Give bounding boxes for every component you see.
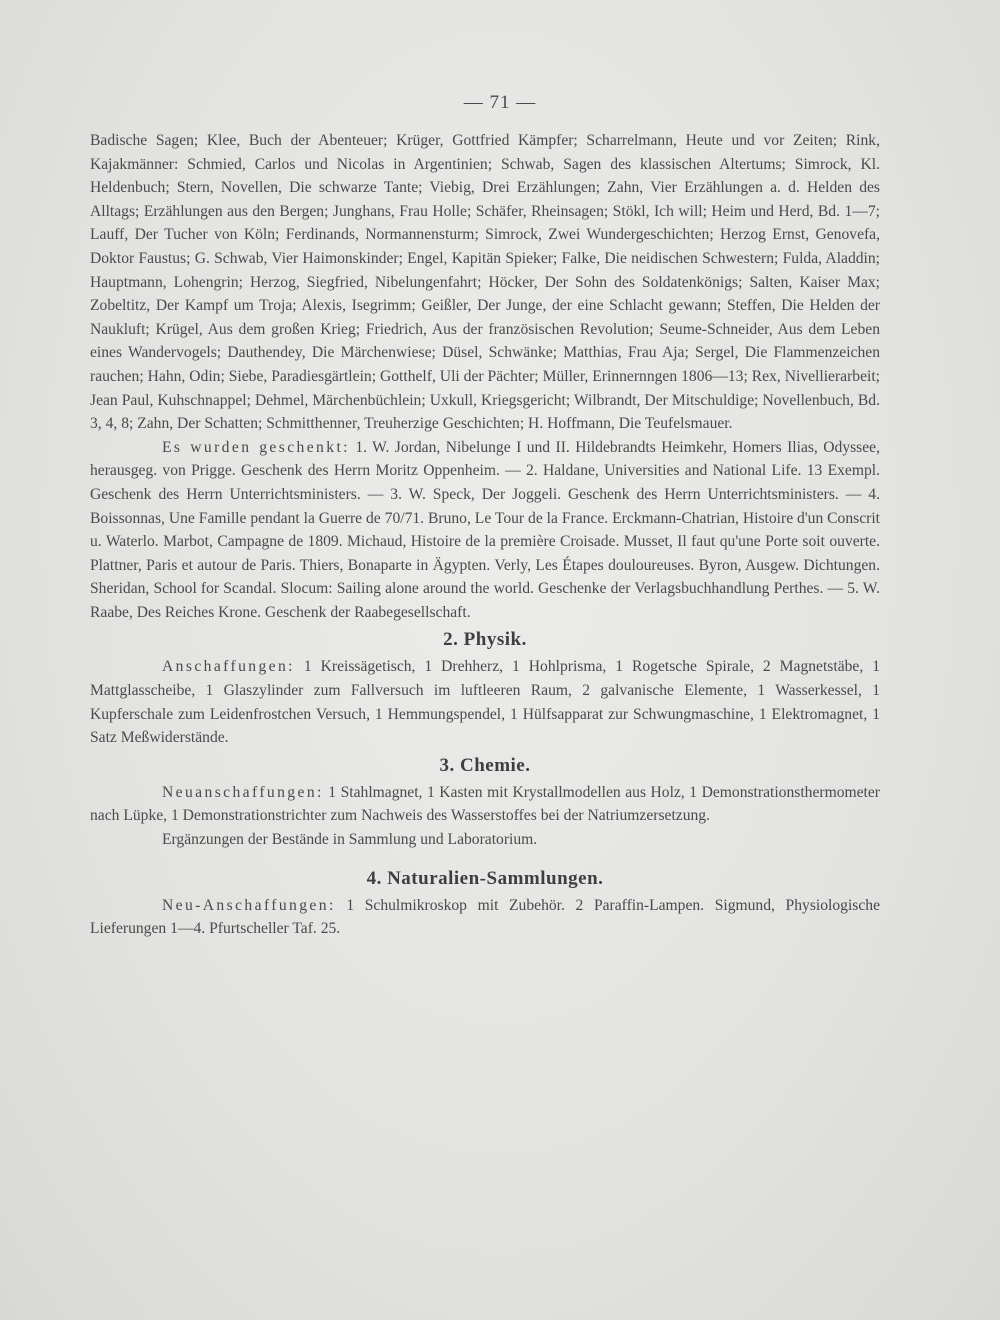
section-heading-physik: 2. Physik. — [443, 629, 527, 651]
naturalien-text: 1 Schulmikroskop mit Zubehör. 2 Paraffin-Lampen. Sigmund, Physiologische Lieferungen 1—4. Pfurtscheller Taf. 25. — [90, 896, 880, 938]
physik-label: Anschaffungen: — [162, 658, 295, 676]
gifts-label: Es wurden geschenkt: — [162, 438, 350, 456]
page-number: — 71 — — [463, 92, 537, 113]
book-list-paragraph: Badische Sagen; Klee, Buch der Abenteuer; Krüger, Gottfried Kämpfer; Scharrelmann, Heute und vor Zeiten; Rink, Kajakmänner: Schmied, Carlos und Nicolas in Argentinien; Schwab, Sagen des klassischen Altertums; Simrock, Kl. Heldenbuch; Stern, Novellen, Die schwarze Tante; Viebig, Drei Erzählungen; Zahn, Vier Erzählungen a. d. Helden des Alltags; Erzählungen aus den Bergen; Junghans, Frau Holle; Schäfer, Rheinsagen; Stökl, Ich will; Heim und Herd, Bd. 1—7; Lauff, Der Tucher von Köln; Ferdinands, Normannensturm; Simrock, Zwei Wundergeschichten; Herzog Ernst, Genovefa, Doktor Faustus; G. Schwab, Vier Haimonskinder; Engel, Kapitän Spieker; Falke, Die neidischen Schwestern; Fulda, Aladdin; Hauptmann, Lohengrin; Herzog, Siegfried, Nibelungenfahrt; Höcker, Der Sohn des Soldatenkönigs; Salten, Kaiser Max; Zobeltitz, Der Kampf um Troja; Alexis, Isegrimm; Geißler, Der Junge, der eine Schlacht gewann; Steffen, Die Helden der Naukluft; Krügel, Aus dem großen Krieg; Friedrich, Aus der französischen Revolution; Seume-Schneider, Aus dem Leben eines Wandervogels; Dauthendey, Die Märchenwiese; Düsel, Schwänke; Matthias, Frau Aja; Sergel, Die Flammenzeichen rauchen; Hahn, Odin; Siebe, Paradiesgärtlein; Gotthelf, Uli der Pächter; Müller, Erinnernngen 1806—13; Rex, Nivellierarbeit; Jean Paul, Kuhschnappel; Dehmel, Märchenbüchlein; Uxkull, Kriegsgericht; Wilbrandt, Der Mitschuldige; Novellenbuch, Bd. 3, 4, 8; Zahn, Der Schatten; Schmitthenner, Treuherzige Geschichten; H. Hoffmann, Die Teufelsmauer. — [90, 132, 880, 433]
section-heading-chemie: 3. Chemie. — [439, 754, 531, 776]
gifts-text: 1. W. Jordan, Nibelunge I und II. Hildebrandts Heimkehr, Homers Ilias, Odyssee, herausgeg. von Prigge. Geschenk des Herrn Moritz Oppenheim. — 2. Haldane, Universities and National Life. 13 Exempl. Geschenk des Herrn Unterrichtsministers. — 3. W. Speck, Der Joggeli. Geschenk des Herrn Unterrichtsministers. — 4. Boissonnas, Une Famille pendant la Guerre de 70/71. Bruno, Le Tour de la France. Erckmann-Chatrian, Histoire d'un Conscrit u. Waterlo. Marbot, Campagne de 1809. Michaud, Histoire de la première Croisade. Musset, Il faut qu'une Porte soit ouverte. Plattner, Paris et autour de Paris. Thiers, Bonaparte in Ägypten. Verly, Les Étapes douloureuses. Byron, Ausgew. Dichtungen. Sheridan, School for Scandal. Slocum: Sailing alone around the world. Geschenke der Verlagsbuchhandlung Perthes. — 5. W. Raabe, Des Reiches Krone. Geschenk der Raabegesellschaft. — [90, 438, 880, 621]
naturalien-label: Neu-Anschaffungen: — [162, 896, 336, 914]
physik-text: 1 Kreissägetisch, 1 Drehherz, 1 Hohlprisma, 1 Rogetsche Spirale, 2 Magnetstäbe, 1 Mattglasscheibe, 1 Glaszylinder zum Fallversuch im luftleeren Raum, 2 galvanische Elemente, 1 Wasserkessel, 1 Kupferschale zum Leidenfrostchen Versuch, 1 Hemmungspendel, 1 Hülfsapparat zur Schwungmaschine, 1 Elektromagnet, 1 Satz Meßwiderstände. — [90, 658, 880, 747]
physik-paragraph — [90, 655, 880, 749]
naturalien-paragraph — [90, 894, 880, 941]
chemie-paragraph — [90, 781, 880, 828]
gifts-paragraph — [90, 436, 880, 625]
chemie-supplement: Ergänzungen der Bestände in Sammlung und Laboratorium. — [162, 831, 538, 849]
chemie-label: Neuanschaffungen: — [162, 783, 324, 801]
chemie-text: 1 Stahlmagnet, 1 Kasten mit Krystallmodellen aus Holz, 1 Demonstrationsthermometer nach Lüpke, 1 Demonstrationstrichter zum Nachweis des Wasserstoffes bei der Natriumzersetzung. — [90, 783, 880, 825]
document-body — [90, 129, 880, 941]
section-heading-naturalien: 4. Naturalien-Sammlungen. — [366, 867, 604, 889]
